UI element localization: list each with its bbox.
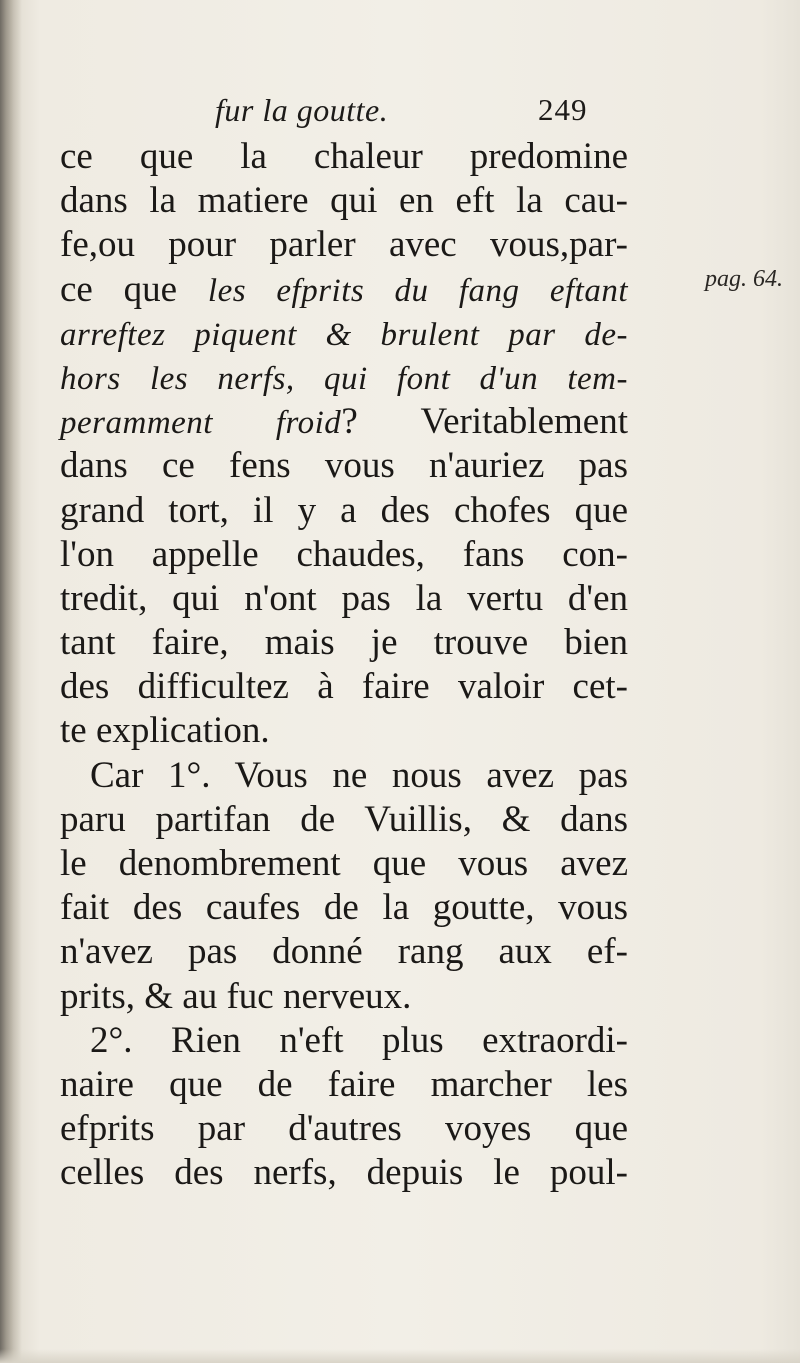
- text-run: Car 1°. Vous ne nous avez pas: [90, 754, 628, 796]
- text-line: [60, 223, 628, 267]
- text-run: te explication.: [60, 710, 270, 752]
- italic-text-run: hors les nerfs, qui font d'un tem-: [60, 360, 628, 397]
- text-line: [60, 930, 628, 974]
- text-line: [60, 975, 628, 1019]
- text-run: paru partifan de Vuillis, & dans: [60, 798, 628, 840]
- text-run: n'avez pas donné rang aux ef-: [60, 931, 628, 973]
- text-run: prits, & au fuc nerveux.: [60, 975, 412, 1017]
- text-run: fait des caufes de la goutte, vous: [60, 887, 628, 929]
- text-run: tredit, qui n'ont pas la vertu d'en: [60, 577, 628, 619]
- text-line: [60, 577, 628, 621]
- text-run: l'on appelle chaudes, fans con-: [60, 533, 628, 575]
- text-run: ? Veritablement: [341, 401, 628, 443]
- text-line: [60, 754, 628, 798]
- text-line: [60, 1063, 628, 1107]
- text-line: [60, 444, 628, 488]
- margin-note: pag. 64.: [705, 266, 783, 292]
- text-line: [60, 533, 628, 577]
- page-number: 249: [538, 92, 588, 127]
- italic-text-run: les efprits du fang eftant: [207, 272, 628, 309]
- text-line: [60, 312, 628, 356]
- running-head: fur la goutte.: [215, 92, 389, 128]
- body-text: [60, 135, 628, 1196]
- text-line: [60, 665, 628, 709]
- text-run: efprits par d'autres voyes que: [60, 1108, 628, 1150]
- text-run: des difficultez à faire valoir cet-: [60, 666, 628, 708]
- text-line: [60, 886, 628, 930]
- text-line: [60, 621, 628, 665]
- text-run: dans la matiere qui en eft la cau-: [60, 180, 628, 222]
- text-line: [60, 798, 628, 842]
- text-line: [60, 356, 628, 400]
- text-run: ce que la chaleur predomine: [60, 136, 628, 177]
- text-line: [60, 135, 628, 179]
- text-run: naire que de faire marcher les: [60, 1063, 628, 1105]
- text-line: [60, 1151, 628, 1195]
- text-line: [60, 179, 628, 223]
- text-run: tant faire, mais je trouve bien: [60, 622, 628, 664]
- text-line: [60, 400, 628, 444]
- text-run: celles des nerfs, depuis le poul-: [60, 1152, 628, 1194]
- text-run: fe,ou pour parler avec vous,par-: [60, 224, 628, 266]
- text-run: 2°. Rien n'eft plus extraordi-: [90, 1019, 628, 1061]
- book-spine-shadow: [0, 0, 22, 1363]
- text-line: [60, 842, 628, 886]
- text-line: [60, 1107, 628, 1151]
- page-bottom-edge: [0, 1349, 800, 1363]
- italic-text-run: arreftez piquent & brulent par de-: [60, 316, 628, 353]
- text-line: [60, 709, 628, 753]
- text-run: le denombrement que vous avez: [60, 843, 628, 884]
- text-line: [60, 268, 628, 312]
- italic-text-run: peramment froid: [60, 405, 342, 442]
- text-run: ce que: [60, 268, 208, 310]
- text-run: grand tort, il y a des chofes que: [60, 489, 628, 531]
- text-line: [60, 489, 628, 533]
- text-run: dans ce fens vous n'auriez pas: [60, 445, 628, 487]
- text-line: [60, 1019, 628, 1063]
